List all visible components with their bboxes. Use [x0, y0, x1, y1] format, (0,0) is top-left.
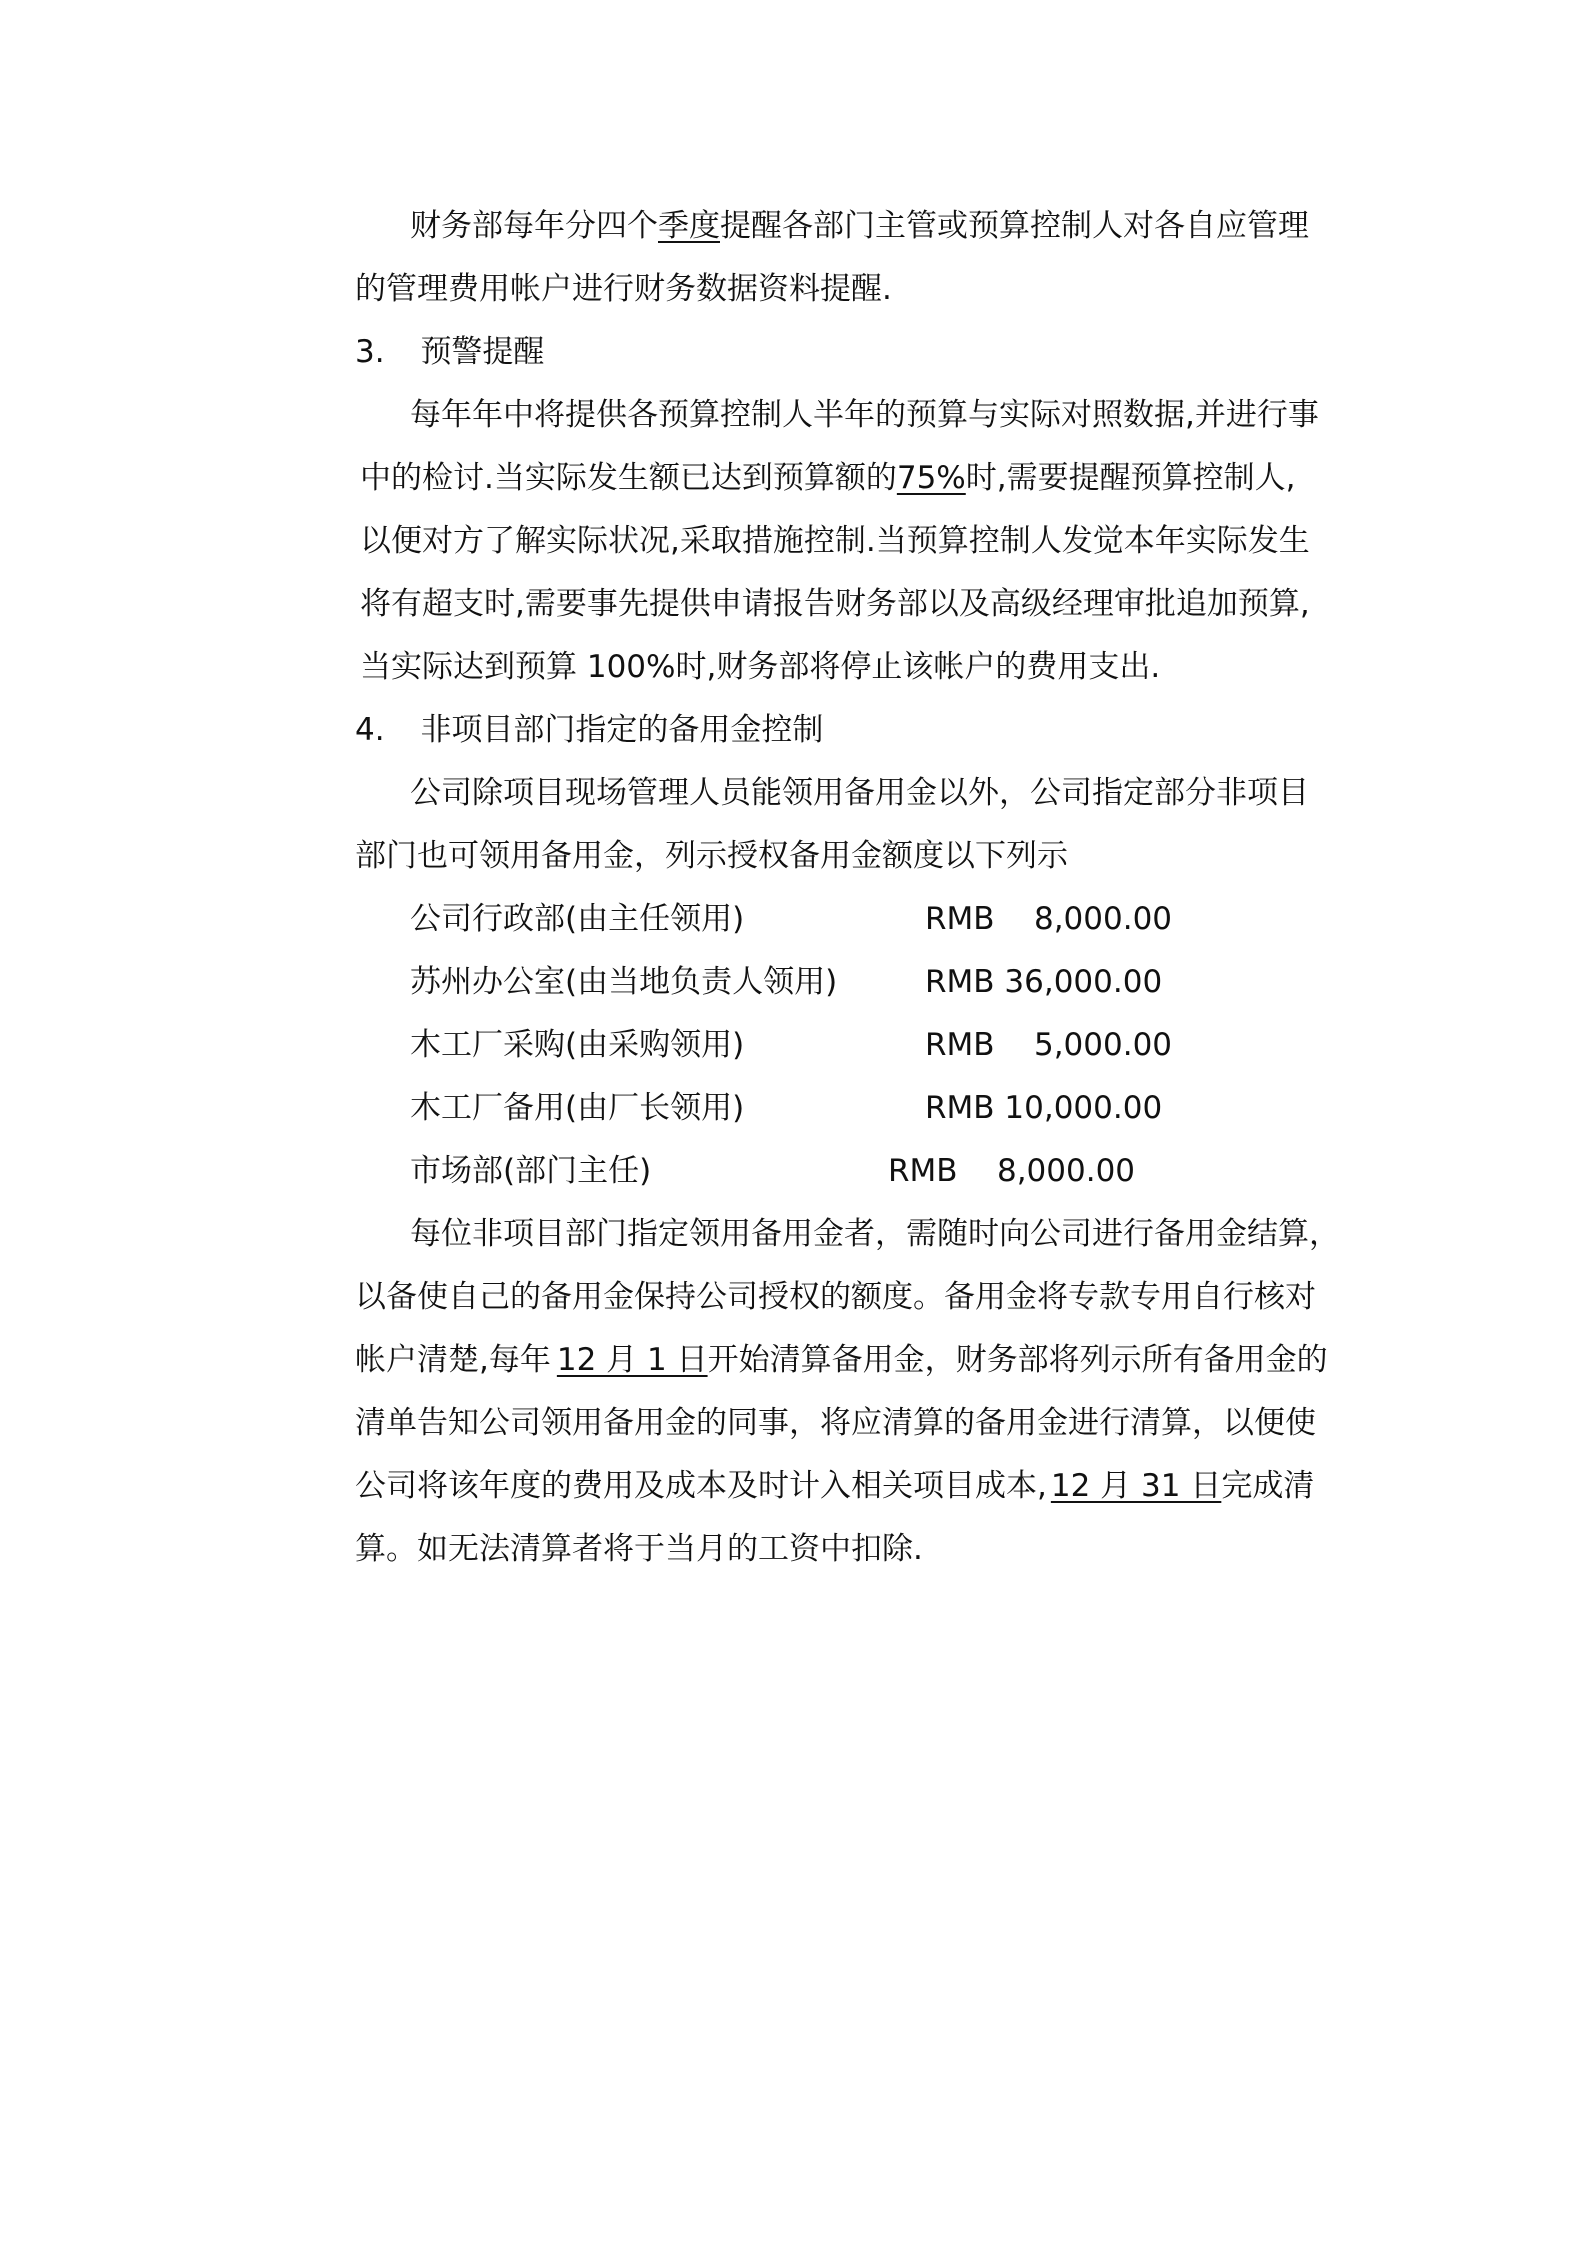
- text-run: 时,需要提醒预算控制人,: [965, 460, 1296, 496]
- allowance-dept: 公司行政部(由主任领用): [410, 901, 745, 937]
- allowance-dept: 木工厂采购(由采购领用): [410, 1027, 745, 1063]
- allowance-amount: RMB 36,000.00: [925, 964, 1163, 1000]
- text-run: 帐户清楚,每年: [355, 1342, 551, 1378]
- underlined-term: 季度: [658, 208, 720, 244]
- text-run: 开始清算备用金，财务部将列示所有备用金的: [707, 1342, 1328, 1378]
- section-title: 预警提醒: [420, 334, 545, 370]
- section-3-heading: [355, 322, 544, 382]
- paragraph-line: 每位非项目部门指定领用备用金者，需随时向公司进行备用金结算，: [410, 1216, 1340, 1252]
- allowance-dept: 市场部(部门主任): [410, 1153, 652, 1189]
- text-run: 完成清: [1221, 1468, 1315, 1504]
- text-run: 财务部每年分四个: [410, 208, 658, 244]
- paragraph-line: 以便对方了解实际状况,采取措施控制.当预算控制人发觉本年实际发生: [360, 523, 1310, 559]
- text-run: 公司将该年度的费用及成本及时计入相关项目成本,: [355, 1468, 1047, 1504]
- section-number: 4.: [355, 712, 385, 748]
- underlined-date: 12 月 1 日: [556, 1342, 708, 1378]
- text-run: 提醒各部门主管或预算控制人对各自应管理: [720, 208, 1309, 244]
- underlined-term: 75%: [896, 460, 966, 496]
- allowance-amount: RMB 5,000.00: [925, 1027, 1173, 1063]
- section-number: 3.: [355, 334, 385, 370]
- allowance-dept: 木工厂备用(由厂长领用): [410, 1090, 745, 1126]
- paragraph-line: [360, 448, 1295, 508]
- paragraph-line: 将有超支时,需要事先提供申请报告财务部以及高级经理审批追加预算,: [360, 586, 1310, 622]
- paragraph-line: 公司除项目现场管理人员能领用备用金以外，公司指定部分非项目: [410, 775, 1309, 811]
- allowance-dept: 苏州办公室(由当地负责人领用): [410, 964, 838, 1000]
- allowance-row: [410, 1078, 1310, 1138]
- allowance-row: [410, 1141, 1310, 1201]
- paragraph-line: 清单告知公司领用备用金的同事，将应清算的备用金进行清算，以便使: [355, 1405, 1316, 1441]
- paragraph-line: [410, 196, 1309, 256]
- paragraph-line: 算。如无法清算者将于当月的工资中扣除.: [355, 1531, 923, 1567]
- section-title: 非项目部门指定的备用金控制: [420, 712, 824, 748]
- paragraph-line: 部门也可领用备用金，列示授权备用金额度以下列示: [355, 838, 1068, 874]
- allowance-amount: RMB 8,000.00: [925, 901, 1173, 937]
- paragraph-line: 的管理费用帐户进行财务数据资料提醒.: [355, 271, 892, 307]
- section-4-heading: [355, 700, 823, 760]
- paragraph-line: [355, 1456, 1314, 1516]
- paragraph-line: 每年年中将提供各预算控制人半年的预算与实际对照数据,并进行事: [410, 397, 1319, 433]
- paragraph-line: 当实际达到预算 100%时,财务部将停止该帐户的费用支出.: [360, 649, 1161, 685]
- allowance-amount: RMB 8,000.00: [888, 1153, 1136, 1189]
- text-run: 中的检讨.当实际发生额已达到预算额的: [360, 460, 897, 496]
- allowance-row: [410, 952, 1310, 1012]
- allowance-amount: RMB 10,000.00: [925, 1090, 1163, 1126]
- paragraph-line: 以备使自己的备用金保持公司授权的额度。备用金将专款专用自行核对: [355, 1279, 1316, 1315]
- allowance-row: [410, 889, 1310, 949]
- paragraph-line: [355, 1330, 1328, 1390]
- allowance-row: [410, 1015, 1310, 1075]
- underlined-date: 12 月 31 日: [1050, 1468, 1222, 1504]
